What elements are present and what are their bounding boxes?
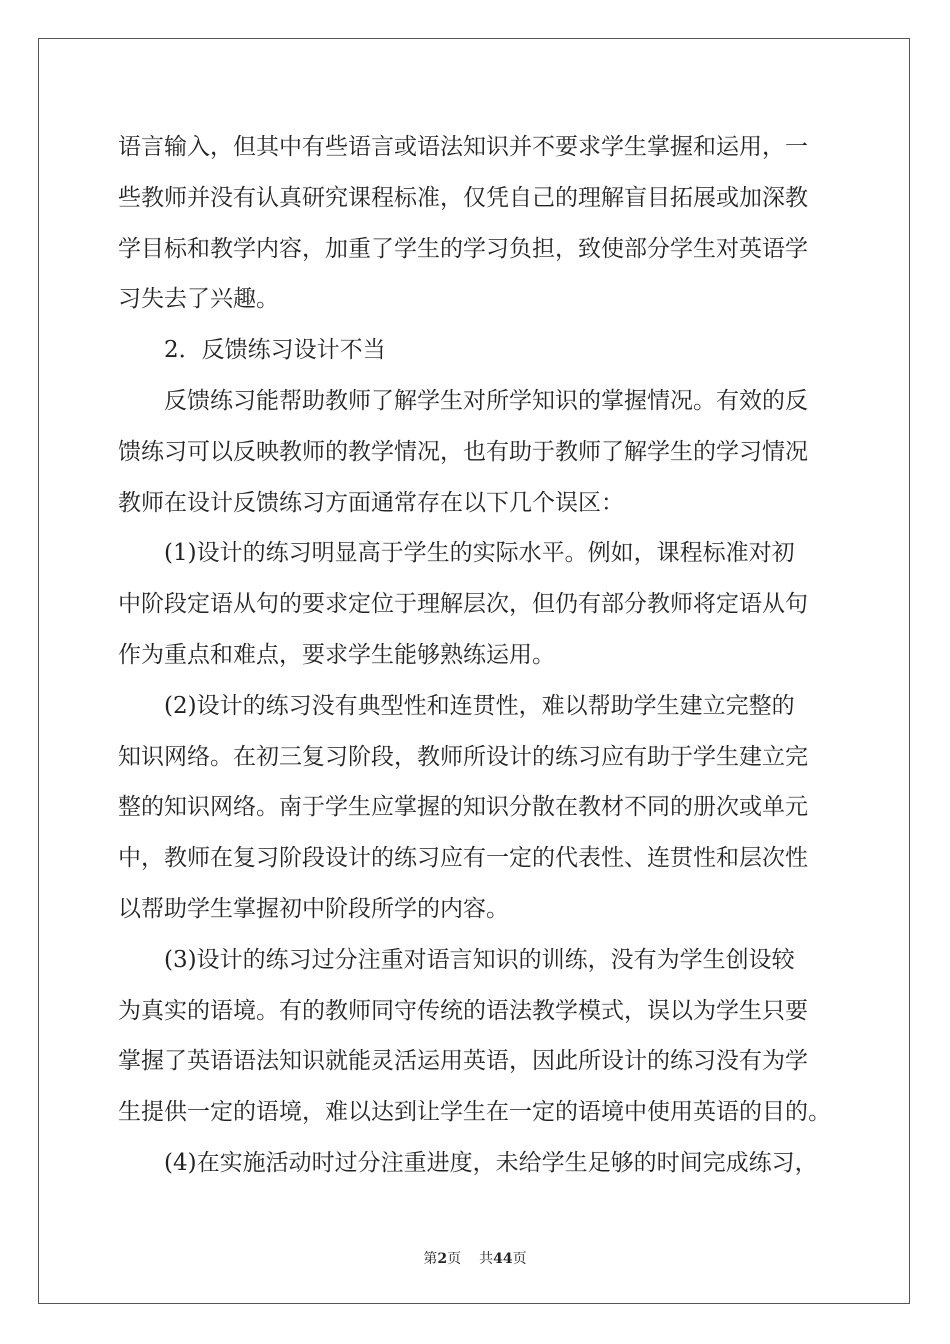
- text-line: 学目标和教学内容，加重了学生的学习负担，致使部分学生对英语学: [118, 235, 808, 262]
- text-line: 为真实的语境。有的教师同守传统的语法教学模式，误以为学生只要: [118, 997, 808, 1024]
- page-footer: [0, 1248, 950, 1268]
- text-line: 馈练习可以反映教师的教学情况，也有助于教师了解学生的学习情况: [118, 438, 808, 465]
- text-line: 整的知识网络。南于学生应掌握的知识分散在教材不同的册次或单元: [118, 794, 808, 821]
- text-line: (4)在实施活动时过分注重进度，未给学生足够的时间完成练习，: [164, 1149, 818, 1176]
- text-line: 生提供一定的语境，难以达到让学生在一定的语境中使用英语的目的。: [118, 1099, 831, 1126]
- text-line: 2．反馈练习设计不当: [164, 337, 386, 364]
- text-line: 教师在设计反馈练习方面通常存在以下几个误区：: [118, 489, 624, 516]
- total-suffix: 页: [512, 1251, 527, 1267]
- text-line: (3)设计的练习过分注重对语言知识的训练，没有为学生创设较: [164, 946, 795, 973]
- text-line: 中，教师在复习阶段设计的练习应有一定的代表性、连贯性和层次性: [118, 845, 808, 872]
- total-pages: 44: [493, 1251, 513, 1267]
- text-line: (2)设计的练习没有典型性和连贯性，难以帮助学生建立完整的: [164, 692, 795, 719]
- page-prefix: 第: [423, 1251, 438, 1267]
- text-line: 些教师并没有认真研究课程标准，仅凭自己的理解盲目拓展或加深教: [118, 184, 808, 211]
- text-line: 作为重点和难点，要求学生能够熟练运用。: [118, 641, 555, 668]
- page-suffix: 页: [447, 1251, 462, 1267]
- text-line: 语言输入，但其中有些语言或语法知识并不要求学生掌握和运用，一: [118, 134, 808, 160]
- text-line: 中阶段定语从句的要求定位于理解层次，但仍有部分教师将定语从句: [118, 591, 808, 618]
- text-line: 掌握了英语语法知识就能灵活运用英语，因此所设计的练习没有为学: [118, 1048, 808, 1075]
- total-prefix: 共: [479, 1251, 494, 1267]
- document-body: [118, 122, 838, 1189]
- text-line: 反馈练习能帮助教师了解学生对所学知识的掌握情况。有效的反: [164, 387, 808, 414]
- text-line: 习失去了兴趣。: [118, 286, 279, 313]
- text-line: 知识网络。在初三复习阶段，教师所设计的练习应有助于学生建立完: [118, 743, 808, 770]
- text-line: (1)设计的练习明显高于学生的实际水平。例如，课程标准对初: [164, 540, 795, 567]
- text-line: 以帮助学生掌握初中阶段所学的内容。: [118, 895, 509, 922]
- page-number: 2: [437, 1251, 448, 1267]
